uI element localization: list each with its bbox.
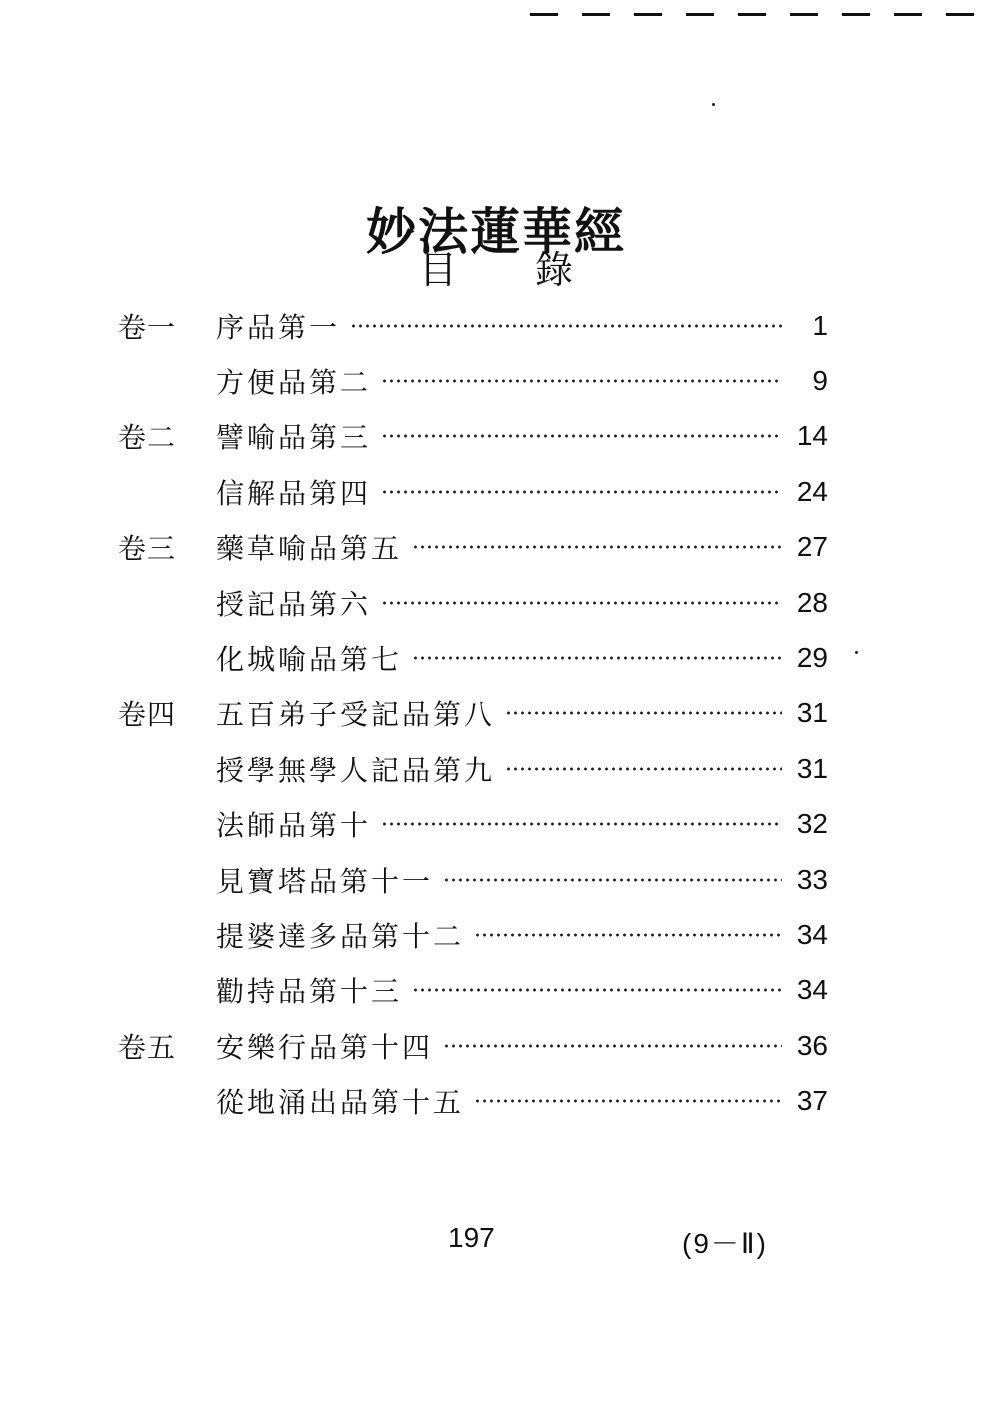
page-footer xyxy=(0,1222,992,1266)
page-number: 197 xyxy=(448,1222,495,1253)
dot-leader xyxy=(412,656,782,660)
page-ref: 29 xyxy=(796,642,828,674)
toc-row[interactable] xyxy=(118,797,828,852)
toc-row[interactable] xyxy=(118,520,828,575)
toc-row[interactable] xyxy=(118,630,828,685)
chapter-title: 安樂行品第十四 xyxy=(216,1030,434,1064)
table-of-contents xyxy=(118,298,828,1129)
volume-label: 卷一 xyxy=(118,310,177,344)
chapter-title: 授記品第六 xyxy=(216,587,372,621)
sheet-reference: (9－Ⅱ) xyxy=(682,1228,769,1259)
dot-leader xyxy=(381,434,782,438)
speck xyxy=(855,651,858,654)
chapter-title: 序品第一 xyxy=(216,310,341,344)
toc-row[interactable] xyxy=(118,575,828,630)
page-ref: 37 xyxy=(796,1085,828,1117)
toc-heading xyxy=(0,248,992,292)
dot-leader xyxy=(350,324,782,328)
page-ref: 24 xyxy=(796,475,828,507)
page-ref: 34 xyxy=(796,974,828,1006)
toc-heading-right: 錄 xyxy=(535,248,574,292)
dot-leader xyxy=(443,1044,782,1048)
dot-leader xyxy=(412,545,782,549)
top-edge-dashes xyxy=(530,4,975,18)
page-ref: 33 xyxy=(796,863,828,895)
chapter-title: 授學無學人記品第九 xyxy=(216,753,496,787)
toc-row[interactable] xyxy=(118,464,828,519)
document-title: 妙法蓮華經 xyxy=(366,201,626,261)
dot-leader xyxy=(381,822,782,826)
dot-leader xyxy=(443,878,782,882)
page-ref: 31 xyxy=(796,697,828,729)
page-ref: 36 xyxy=(796,1029,828,1061)
chapter-title: 五百弟子受記品第八 xyxy=(216,698,496,732)
toc-row[interactable] xyxy=(118,907,828,962)
toc-row[interactable] xyxy=(118,353,828,408)
toc-row[interactable] xyxy=(118,852,828,907)
chapter-title: 從地涌出品第十五 xyxy=(216,1086,465,1120)
page-ref: 14 xyxy=(796,420,828,452)
dot-leader xyxy=(381,490,782,494)
dot-leader xyxy=(412,988,782,992)
volume-label: 卷三 xyxy=(118,532,177,566)
dot-leader xyxy=(381,601,782,605)
page-ref: 28 xyxy=(796,586,828,618)
toc-row[interactable] xyxy=(118,963,828,1018)
page-ref: 1 xyxy=(812,309,828,341)
chapter-title: 譬喻品第三 xyxy=(216,421,372,455)
chapter-title: 藥草喻品第五 xyxy=(216,532,403,566)
toc-row[interactable] xyxy=(118,741,828,796)
chapter-title: 法師品第十 xyxy=(216,809,372,843)
page-ref: 32 xyxy=(796,808,828,840)
chapter-title: 見寶塔品第十一 xyxy=(216,864,434,898)
chapter-title: 化城喻品第七 xyxy=(216,643,403,677)
toc-row[interactable] xyxy=(118,686,828,741)
chapter-title: 信解品第四 xyxy=(216,476,372,510)
toc-row[interactable] xyxy=(118,409,828,464)
toc-heading-left: 目 xyxy=(418,248,457,292)
chapter-title: 提婆達多品第十二 xyxy=(216,919,465,953)
chapter-title: 勸持品第十三 xyxy=(216,975,403,1009)
volume-label: 卷五 xyxy=(118,1030,177,1064)
volume-label: 卷四 xyxy=(118,698,177,732)
page-ref: 34 xyxy=(796,918,828,950)
toc-row[interactable] xyxy=(118,298,828,353)
toc-row[interactable] xyxy=(118,1073,828,1128)
volume-label: 卷二 xyxy=(118,421,177,455)
page-ref: 31 xyxy=(796,752,828,784)
speck xyxy=(712,103,715,106)
page-ref: 9 xyxy=(812,365,828,397)
chapter-title: 方便品第二 xyxy=(216,366,372,400)
dot-leader xyxy=(505,711,782,715)
dot-leader xyxy=(505,767,782,771)
dot-leader xyxy=(474,933,782,937)
dot-leader xyxy=(474,1099,782,1103)
page-ref: 27 xyxy=(796,531,828,563)
dot-leader xyxy=(381,379,782,383)
toc-row[interactable] xyxy=(118,1018,828,1073)
